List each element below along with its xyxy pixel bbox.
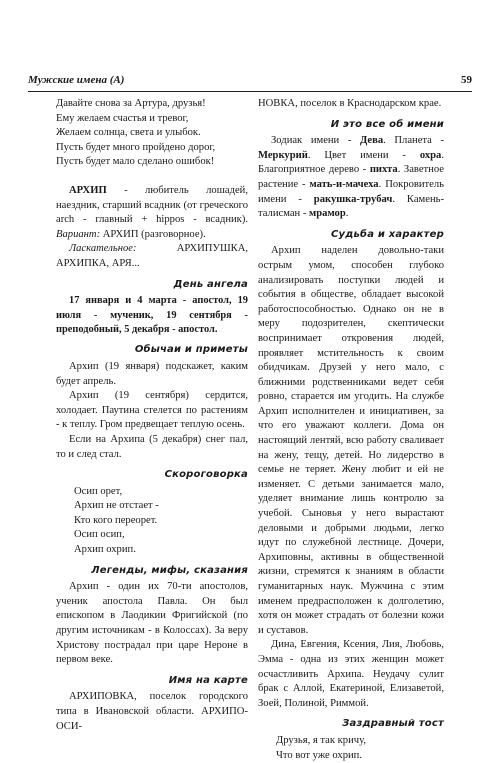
- section-heading-map-name: Имя на карте: [168, 674, 248, 686]
- intro-poem: [56, 97, 248, 170]
- variant-text: АРХИП (разговорное).: [100, 228, 206, 240]
- tongue-twister-line: Осип осип,: [74, 529, 125, 541]
- tongue-twister-line: Архип не отстает -: [74, 500, 159, 512]
- legends-text: Архип - один их 70-ти апостолов, ученик апостола Павла. Он был епископом в Лаодикии Фригийской (по другим источникам - в Колоссах). За веру Христову пострадал при царе Нероне в первом веке.: [56, 581, 248, 666]
- stone-value: мрамор: [309, 208, 346, 220]
- section-heading-angel-day: День ангела: [173, 278, 248, 290]
- about-text-part: Зодиак имени -: [271, 135, 360, 147]
- right-column: [258, 97, 444, 763]
- diminutive-label: Ласкательное:: [69, 243, 137, 255]
- section-heading-omens: Обычаи и приметы: [134, 344, 248, 356]
- poem-line: Ему желаем счастья и тревог,: [56, 112, 189, 124]
- tongue-twister-line: Архип охрип.: [74, 544, 136, 556]
- poem-line: Желаем солнца, света и улыбок.: [56, 127, 201, 139]
- omens-paragraph: Если на Архипа (5 декабря) снег пал, то и след стал.: [56, 433, 248, 460]
- omens-paragraph: Архип (19 января) подскажет, каким будет апрель.: [56, 360, 248, 387]
- tongue-twister-line: Кто кого переорет.: [74, 514, 158, 526]
- fate-paragraph: Архип наделен довольно-таки острым умом, способен глубоко анализировать поступки людей и события в обществе, обладает высокой работоспособностью. Однако он не в меру подозрителен, скептически воспринимает откровения людей, проявляет мстительность к своим обидчикам. Друзей у него мало, с ближними родственниками ведет себя ровно, старается им угодить. На службе Архип исполнителен и инициативен, за что его уважают коллеги. Дома он настоящий лентяй, всю работу сваливает на жену, тещу, детей. Но лидерство в семье не теряет. Жену любит и ей не изменяет. С детьми занимается мало, уделяет внимание лишь контролю за учебой. Сыновья у него вырастают деловыми и добрыми людьми, легко идут по служебной лестнице. Дочери, Архиповны, активны в общественной жизни, стремятся к знаниям в области гуманитарных наук. Мужчина с этим именем предрасположен к долголетию, хотя он может страдать от болезни кожи и суставов.: [258, 245, 444, 636]
- section-heading-legends: Легенды, мифы, сказания: [91, 564, 248, 576]
- angel-day-text: 17 января и 4 марта - апостол, 19 июля - мученик, 19 сентября - преподобный, 5 декабря - апостол.: [56, 295, 248, 335]
- poem-line: Пусть будет мало сделано ошибок!: [56, 156, 215, 168]
- section-heading-fate: Судьба и характер: [331, 228, 444, 240]
- map-name-continuation: НОВКА, поселок в Краснодарском крае.: [258, 98, 442, 109]
- entry-definition: - любитель лошадей, наездник, старший всадник (от греческого arch - главный + hippos - всадник).: [56, 184, 248, 226]
- tongue-twister-line: Осип орет,: [74, 485, 123, 497]
- section-heading-tongue-twister: Скороговорка: [164, 469, 248, 481]
- section-heading-about-name: И это все об имени: [330, 118, 444, 130]
- map-name-text: АРХИПОВКА, поселок городского типа в Ивановской области. АРХИПО-ОСИ-: [56, 691, 248, 732]
- toast-poem: [258, 734, 444, 763]
- about-text-part: . Камень-талисман -: [258, 193, 444, 220]
- tongue-twister: [56, 485, 248, 558]
- header-rule: [28, 91, 472, 92]
- zodiac-value: Дева: [359, 135, 384, 147]
- about-text-part: . Благоприятное дерево -: [258, 149, 444, 176]
- tree-value: пихта: [369, 164, 398, 176]
- about-text-part: . Цвет имени -: [307, 149, 420, 161]
- toast-line: Что вот уже охрип.: [276, 749, 362, 761]
- toast-line: Друзья, я так кричу,: [276, 734, 366, 746]
- planet-value: Меркурий: [258, 149, 308, 161]
- entry-name: АРХИП: [69, 184, 107, 196]
- about-text-part: . Заветное растение -: [258, 164, 444, 190]
- diminutive-text: АРХИПУШКА, АРХИПКА, АРЯ...: [56, 243, 248, 269]
- plant-value: мать-и-мачеха: [309, 178, 379, 190]
- poem-line: Давайте снова за Артура, друзья!: [56, 98, 206, 109]
- about-name-text: [258, 134, 444, 222]
- color-value: охра: [419, 149, 442, 161]
- fate-paragraph: Дина, Евгения, Ксения, Лия, Любовь, Эмма - одна из этих женщин может осчастливить Архипа. Неудачу сулит брак с Аллой, Екатериной, Елизаветой, Зоей, Полиной, Риммой.: [258, 639, 444, 709]
- name-entry: [56, 184, 248, 242]
- patron-value: ракушка-трубач: [313, 193, 393, 205]
- variant-label: Вариант:: [56, 228, 101, 240]
- omens-paragraph: Архип (19 сентября) сердится, холодает. Паутина стелется по растениям - к теплу. Гром предвещает теплую осень.: [56, 390, 248, 431]
- diminutive-entry: [56, 242, 248, 271]
- page-number: 59: [461, 74, 472, 86]
- about-text-part: . Планета -: [383, 135, 444, 147]
- running-header: [28, 74, 472, 90]
- left-column: [56, 97, 248, 734]
- section-heading-toast: Заздравный тост: [342, 718, 444, 730]
- poem-line: Пусть будет много пройдено дорог,: [56, 141, 216, 153]
- about-text-part: .: [345, 208, 349, 220]
- about-text-part: . Покровитель имени -: [258, 178, 445, 205]
- running-header-title: Мужские имена (А): [28, 74, 125, 86]
